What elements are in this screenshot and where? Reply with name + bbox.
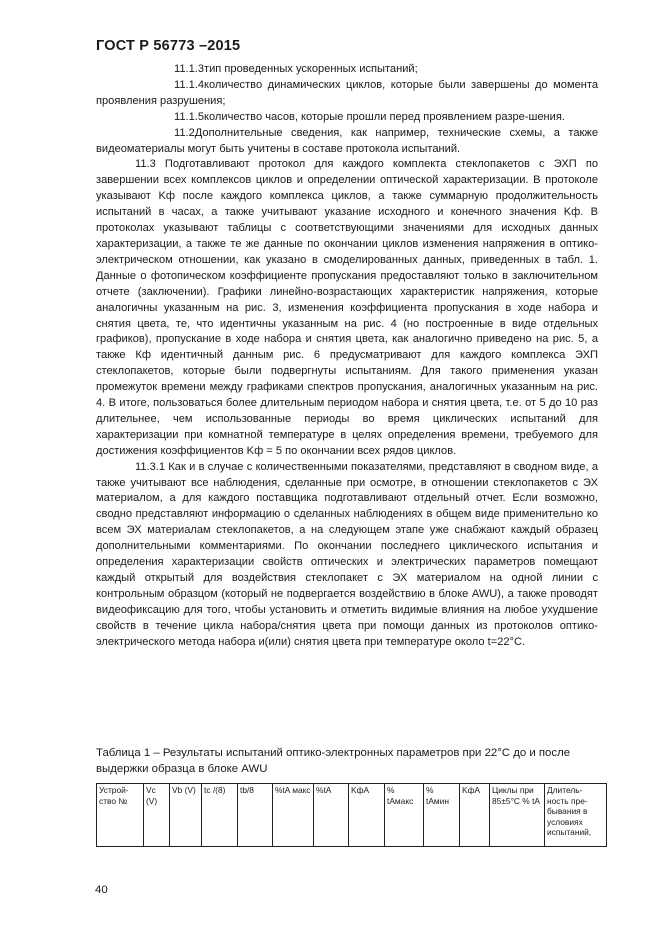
paragraph-11-3: 11.3 Подготавливают протокол для каждого комплекта стеклопакетов с ЭХП по завершении всех комплексов циклов и определении оптической характеризации. В протоколе указывают Kф после каждого комплекса циклов, а также суммарную продолжительность испытаний в часах, а также учитывают указание исходного и конечного значения Kф. В протоколах указывают таблицы с соответствующими значениями для исходных данных характеризации, а также те же данные по окончании циклов изменения напряжения в оптико-электрическом отношении, как указано в смоделированных данных, приведенных в табл. 1. Данные о фотопическом коэффициенте пропускания предоставляют только в заключительном отчете (заключении). Графики линейно-возрастающих характеристик напряжения, которые аналогичны указанным на рис. 3, изменения коэффициента пропускания в ходе набора и снятия цвета, те, что идентичны указанным на рис. 4 (но построенные в виде отдельных графиков), пропускание в ходе набора и снятия цвета, как аналогично приведено на рис. 5, а также Кф идентичный данным рис. 6 предусматривают для каждого комплекса ЭХП стеклопакетов, которые были подвергнуты испытаниям. Для такого применения указан промежуток времени между графиками спектров пропускания, аналогичных указанным на рис. 4. В итоге, пользоваться более длительным периодом набора и снятия цвета, т.е. от 5 до 10 раз длительнее, чем использованные периоды во время циклических испытаний для характеризации при комнатной температуре в целях определения времени, требуемого для достижения коэффициентов Kф = 5 по окончании всех рядов циклов. [96,158,598,457]
column-header: tc /(8) [202,784,238,847]
column-header: KфA [349,784,385,847]
column-header: Vb (V) [170,784,202,847]
paragraph-11-1-3 [96,62,598,78]
column-header: KфA [460,784,490,847]
table-header-row [97,784,607,847]
paragraph-11-2 [96,126,598,158]
body-text [96,62,598,651]
paragraph-11-1-5 [96,110,598,126]
clause-number: 11.2 [174,126,195,139]
clause-number: 11.1.3 [174,63,205,75]
paragraph-text: тип проведенных ускоренных испытаний; [204,63,418,75]
page-number: 40 [95,884,108,896]
column-header: tb/8 [238,784,273,847]
clause-number: 11.1.5 [174,110,205,123]
table-caption: Таблица 1 – Результаты испытаний оптико-электронных параметров при 22°C до и после выдержки образца в блоке AWU [96,747,571,775]
paragraph-11-3-1: 11.3.1 Как и в случае с количественными показателями, представляют в сводном виде, а также учитывают все наблюдения, сделанные при осмотре, в отношении стеклопакетов с ЭХ материалом, а для каждого поставщика подготавливают отдельный отчет. Если возможно, сводно представляют информацию о сделанных наблюдениях в общем виде применительно ко всем ЭХ материалам стеклопакетов, а на следующем этапе уже снабжают каждый образец дополнительными комментариями. По окончании последнего циклического испытания и определения характеризации свойств оптических и электрических параметров помещают каждый открытый для воздействия стеклопакет с ЭХ материалом на одной линии с контрольным образцом (который не подвергается воздействию в блоке AWU), а также проводят видеофиксацию для того, чтобы установить и отметить видимые влияния на любое ухудшение свойств в течение цикла набора/снятия цвета при помощи данных из протоколов оптико-электрического метода набора и(или) снятия цвета при температуре около t=22°C. [96,460,598,648]
paragraph-text: количество часов, которые прошли перед проявлением разре-шения. [204,110,565,123]
column-header: %tA [314,784,349,847]
column-header: % tAмин [424,784,460,847]
column-header: Длитель-ность пре-бывания в условиях испытаний, [545,784,607,847]
paragraph-text: количество динамических циклов, которые были завершены до момента проявления разрушения; [96,78,598,107]
results-table [96,783,607,847]
paragraph-11-1-4 [96,78,598,110]
column-header: % tAмакс [385,784,424,847]
column-header: Циклы при 85±5°C % tA [490,784,545,847]
column-header: Устрой-ство № [97,784,144,847]
column-header: Vc (V) [144,784,170,847]
column-header: %tA макс [273,784,314,847]
document-standard-title: ГОСТ Р 56773 –2015 [96,38,241,54]
clause-number: 11.1.4 [174,78,205,91]
paragraph-text: Дополнительные сведения, как например, технические схемы, а также видеоматериалы могут быть учитены в составе протокола испытаний. [96,126,598,155]
